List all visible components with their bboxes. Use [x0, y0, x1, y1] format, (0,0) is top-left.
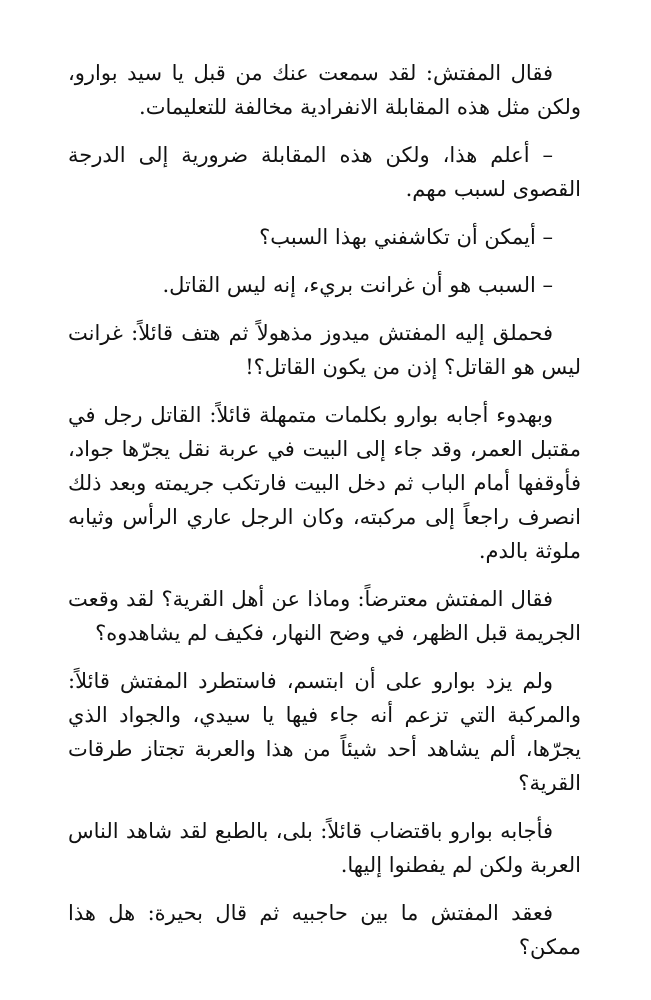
paragraph-1: فقال المفتش: لقد سمعت عنك من قبل يا سيد بوارو، ولكن مثل هذه المقابلة الانفرادية مخالفة للتعليمات.: [68, 61, 581, 119]
paragraph-10: فعقد المفتش ما بين حاجبيه ثم قال بحيرة: هل هذا ممكن؟: [68, 901, 581, 959]
paragraph-3: – أيمكن أن تكاشفني بهذا السبب؟: [259, 225, 553, 249]
paragraph-4: – السبب هو أن غرانت بريء، إنه ليس القاتل.: [162, 273, 553, 297]
paragraph-9: فأجابه بوارو باقتضاب قائلاً: بلى، بالطبع لقد شاهد الناس العربة ولكن لم يفطنوا إليها.: [68, 819, 581, 877]
paragraph-2: – أعلم هذا، ولكن هذه المقابلة ضرورية إلى الدرجة القصوى لسبب مهم.: [68, 143, 581, 201]
paragraph-6: وبهدوء أجابه بوارو بكلمات متمهلة قائلاً: القاتل رجل في مقتبل العمر، وقد جاء إلى البيت في عربة نقل يجرّها جواد، فأوقفها أمام الباب ثم دخل البيت فارتكب جريمته وبعد ذلك انصرف راجعاً إلى مركبته، وكان الرجل عاري الرأس وثيابه ملوثة بالدم.: [68, 403, 581, 563]
paragraph-5: فحملق إليه المفتش ميدوز مذهولاً ثم هتف قائلاً: غرانت ليس هو القاتل؟ إذن من يكون القاتل؟!: [68, 321, 581, 379]
paragraph-8: ولم يزد بوارو على أن ابتسم، فاستطرد المفتش قائلاً: والمركبة التي تزعم أنه جاء فيها يا سيدي، والجواد الذي يجرّها، ألم يشاهد أحد شيئاً من هذا والعربة تجتاز طرقات القرية؟: [68, 669, 581, 795]
paragraph-7: فقال المفتش معترضاً: وماذا عن أهل القرية؟ لقد وقعت الجريمة قبل الظهر، في وضح النهار، فكيف لم يشاهدوه؟: [68, 587, 581, 645]
